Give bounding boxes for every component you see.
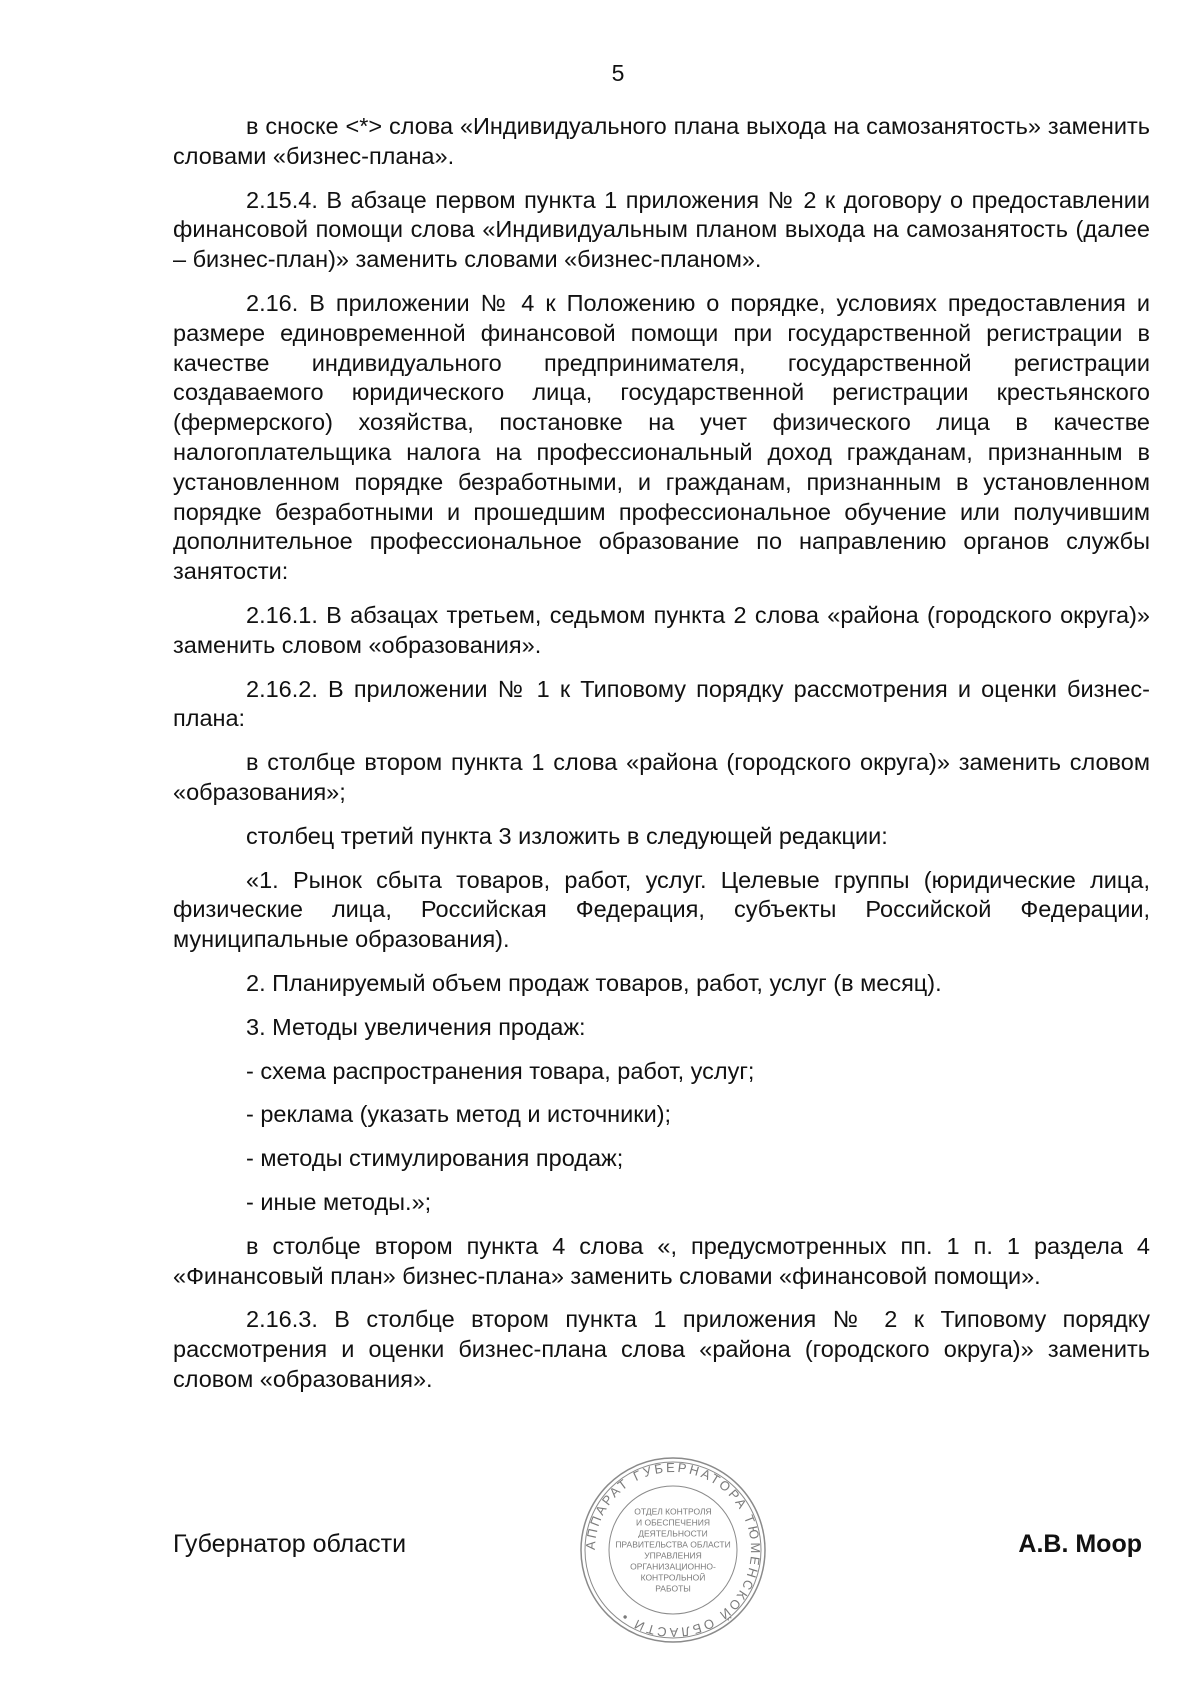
- seal-inner-line: УПРАВЛЕНИЯ: [644, 1550, 702, 1561]
- official-seal: [578, 1455, 768, 1645]
- seal-inner-line: ПРАВИТЕЛЬСТВА ОБЛАСТИ: [615, 1539, 731, 1550]
- signature-name: А.В. Моор: [1018, 1530, 1142, 1558]
- paragraph-footnote-replacement: в сноске <*> слова «Индивидуального плана выхода на самозанятость» заменить словами «бизнес-плана».: [173, 113, 1150, 169]
- paragraph-2-16: 2.16. В приложении № 4 к Положению о порядке, условиях предоставления и размере единовременной финансовой помощи при государственной регистрации в качестве индивидуального предпринимателя, государственной регистрации создаваемого юридического лица, государственной регистрации крестьянского (фермерского) хозяйства, постановке на учет физического лица в качестве налогоплательщика налога на профессиональный доход гражданам, признанным в установленном порядке безработными, и гражданам, признанным в установленном порядке безработными и прошедшим профессиональное обучение или получившим дополнительное профессиональное образование по направлению органов службы занятости:: [173, 289, 1150, 585]
- document-body: [173, 112, 1150, 1409]
- page-number: 5: [611, 60, 625, 86]
- paragraph-sales-market: «1. Рынок сбыта товаров, работ, услуг. Целевые группы (юридические лица, физические лица, Российская Федерация, субъекты Российской Федерации, муниципальные образования).: [173, 866, 1150, 953]
- list-item-stimulation: - методы стимулирования продаж;: [246, 1145, 624, 1172]
- paragraph-2-15-4: 2.15.4. В абзаце первом пункта 1 приложения № 2 к договору о предоставлении финансовой помощи слова «Индивидуальным планом выхода на самозанятость (далее – бизнес-план)» заменить словами «бизнес-планом».: [173, 186, 1150, 273]
- seal-inner-line: КОНТРОЛЬНОЙ: [640, 1572, 706, 1583]
- list-item-other-methods: - иные методы.»;: [246, 1188, 432, 1215]
- seal-inner-line: И ОБЕСПЕЧЕНИЯ: [636, 1517, 710, 1528]
- paragraph-2-16-1: 2.16.1. В абзацах третьем, седьмом пункта 2 слова «района (городского округа)» заменить словом «образования».: [173, 601, 1150, 658]
- seal-inner-line: ОРГАНИЗАЦИОННО-: [630, 1561, 716, 1572]
- signature-role: Губернатор области: [173, 1530, 407, 1558]
- seal-inner-line: ДЕЯТЕЛЬНОСТИ: [638, 1528, 708, 1539]
- list-item-distribution: - схема распространения товара, работ, услуг;: [246, 1057, 755, 1084]
- list-item-advertising: - реклама (указать метод и источники);: [246, 1101, 672, 1128]
- paragraph-sales-methods: 3. Методы увеличения продаж:: [246, 1013, 586, 1040]
- seal-inner-line: ОТДЕЛ КОНТРОЛЯ: [634, 1506, 712, 1517]
- paragraph-column-two-item-4: в столбце втором пункта 4 слова «, предусмотренных пп. 1 п. 1 раздела 4 «Финансовый план» бизнес-плана» заменить словами «финансовой помощи».: [173, 1232, 1150, 1289]
- paragraph-2-16-2: 2.16.2. В приложении № 1 к Типовому порядку рассмотрения и оценки бизнес-плана:: [173, 675, 1150, 732]
- seal-inner-line: РАБОТЫ: [655, 1583, 691, 1594]
- paragraph-planned-volume: 2. Планируемый объем продаж товаров, работ, услуг (в месяц).: [246, 969, 942, 996]
- paragraph-column-two-item-1: в столбце втором пункта 1 слова «района (городского округа)» заменить словом «образования»;: [173, 749, 1150, 805]
- paragraph-column-three-intro: столбец третий пункта 3 изложить в следующей редакции:: [246, 822, 888, 849]
- paragraph-2-16-3: 2.16.3. В столбце втором пункта 1 приложения № 2 к Типовому порядку рассмотрения и оценки бизнес-плана слова «района (городского округа)» заменить словом «образования».: [173, 1306, 1150, 1392]
- seal-outer-text: АППАРАТ ГУБЕРНАТОРА ТЮМЕНСКОЙ ОБЛАСТИ •: [582, 1459, 764, 1641]
